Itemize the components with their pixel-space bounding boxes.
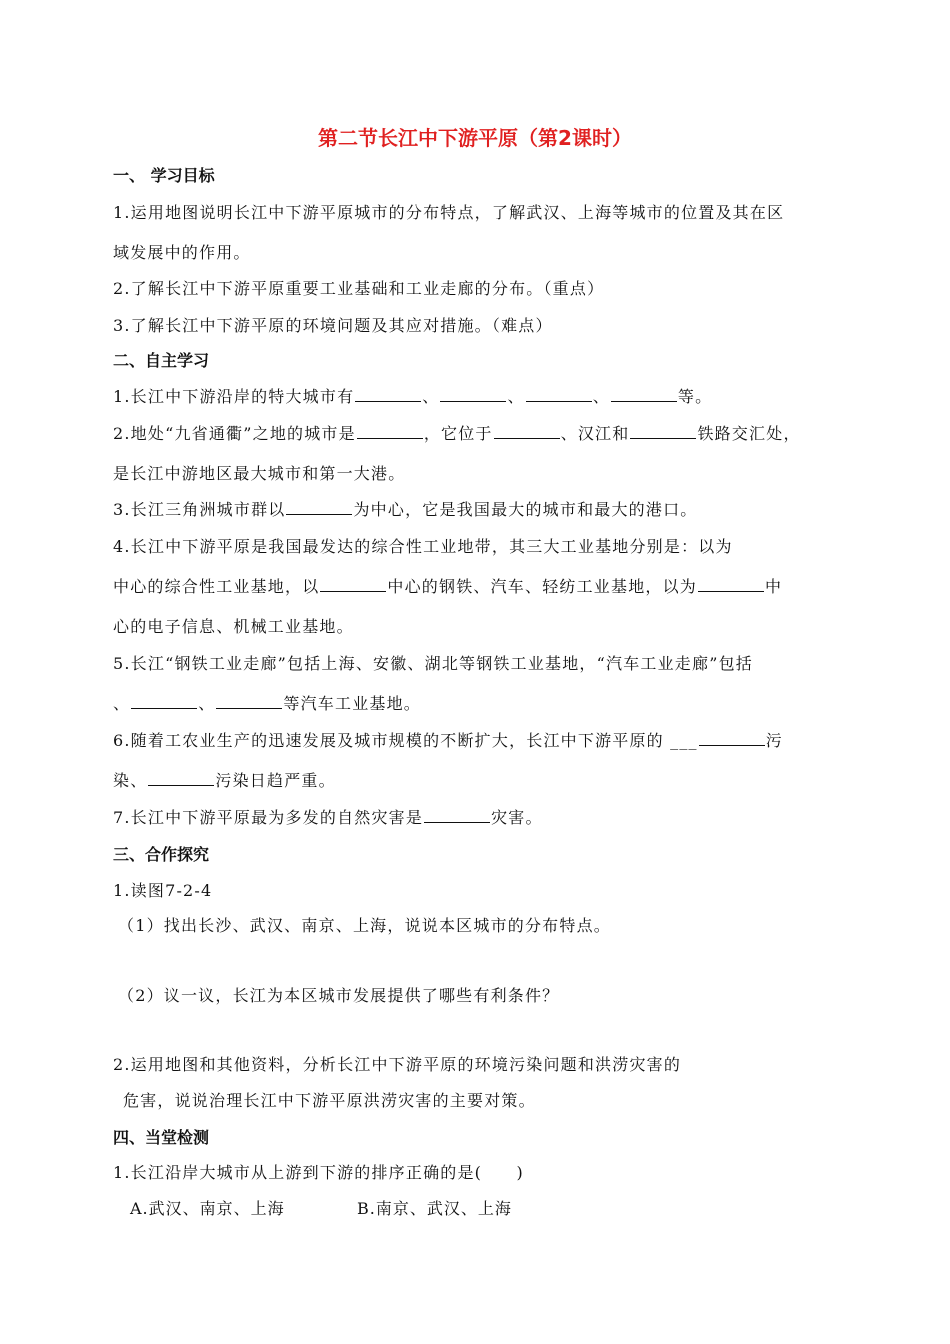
- separator: 、: [422, 387, 440, 406]
- separator: 、: [507, 387, 525, 406]
- blank: [131, 694, 197, 709]
- blank: [355, 387, 421, 402]
- goal-1-line-1: 1.运用地图说明长江中下游平原城市的分布特点，了解武汉、上海等城市的位置及其在区: [113, 203, 785, 222]
- text: 、汉江和: [560, 424, 630, 443]
- text: 中心的钢铁、汽车、轻纺工业基地，以为: [387, 577, 698, 596]
- self-question-4-line-2: [113, 574, 782, 597]
- text: 1.长江中下游沿岸的特大城市有: [113, 387, 355, 406]
- text: 铁路交汇处，: [697, 424, 801, 443]
- coop-question-1: 1.读图7-2-4: [113, 881, 213, 900]
- blank: [357, 424, 423, 439]
- coop-question-2-line-2: 危害，说说治理长江中下游平原洪涝灾害的主要对策。: [123, 1091, 536, 1110]
- option-a: A.武汉、南京、上海: [130, 1199, 285, 1218]
- text: ，它位于: [423, 424, 493, 443]
- blank: [320, 577, 386, 592]
- self-question-4-line-3: 心的电子信息、机械工业基地。: [113, 617, 354, 636]
- blank: [494, 424, 560, 439]
- goal-1-line-2: 域发展中的作用。: [113, 243, 251, 262]
- self-question-3: [113, 497, 697, 520]
- text: 中心的综合性工业基地，以: [113, 577, 320, 596]
- page-title: 第二节长江中下游平原（第2课时）: [318, 126, 632, 150]
- text: 3.长江三角洲城市群以: [113, 500, 286, 519]
- self-question-4-line-1: 4.长江中下游平原是我国最发达的综合性工业地带，其三大工业基地分别是：以为: [113, 537, 733, 556]
- text: 中: [765, 577, 783, 596]
- text: 7.长江中下游平原最为多发的自然灾害是: [113, 808, 424, 827]
- blank: [526, 387, 592, 402]
- text: 污: [765, 731, 783, 750]
- section-heading-cooperation: 三、合作探究: [113, 845, 210, 864]
- blank: [216, 694, 282, 709]
- text: 灾害。: [491, 808, 543, 827]
- coop-question-1-2: （2）议一议，长江为本区城市发展提供了哪些有利条件？: [118, 986, 560, 1005]
- blank: [630, 424, 696, 439]
- blank: [698, 577, 764, 592]
- check-question-1: 1.长江沿岸大城市从上游到下游的排序正确的是( ): [113, 1163, 524, 1182]
- blank: [148, 771, 214, 786]
- text: 、: [198, 694, 216, 713]
- goal-2: 2.了解长江中下游平原重要工业基础和工业走廊的分布。（重点）: [113, 279, 605, 298]
- self-question-2: [113, 421, 801, 444]
- blank: [440, 387, 506, 402]
- option-b: B.南京、武汉、上海: [357, 1199, 512, 1218]
- self-question-5-line-2: [113, 691, 421, 714]
- text: 染、: [113, 771, 148, 790]
- text: 等汽车工业基地。: [283, 694, 422, 713]
- self-question-7: [113, 805, 543, 828]
- self-question-6-line-1: [113, 728, 783, 751]
- blank: [699, 731, 765, 746]
- text: 为中心，它是我国最大的城市和最大的港口。: [353, 500, 698, 519]
- self-question-6-line-2: [113, 768, 336, 791]
- section-heading-goals: 一、 学习目标: [113, 166, 215, 185]
- coop-question-1-1: （1）找出长沙、武汉、南京、上海，说说本区城市的分布特点。: [118, 916, 611, 935]
- section-heading-self-study: 二、自主学习: [113, 351, 210, 370]
- self-question-2-line-2: 是长江中游地区最大城市和第一大港。: [113, 464, 406, 483]
- self-question-5-line-1: 5.长江“钢铁工业走廊”包括上海、安徽、湖北等钢铁工业基地，“汽车工业走廊”包括: [113, 654, 753, 673]
- text: 、: [113, 694, 131, 713]
- blank: [611, 387, 677, 402]
- separator: 、: [592, 387, 610, 406]
- text: 6.随着工农业生产的迅速发展及城市规模的不断扩大，长江中下游平原的 ___: [113, 731, 698, 750]
- section-heading-check: 四、当堂检测: [113, 1128, 210, 1147]
- blank: [286, 500, 352, 515]
- self-question-1: [113, 384, 712, 407]
- text: 等。: [677, 387, 713, 406]
- goal-3: 3.了解长江中下游平原的环境问题及其应对措施。（难点）: [113, 316, 553, 335]
- text: 2.地处“九省通衢”之地的城市是: [113, 424, 356, 443]
- coop-question-2-line-1: 2.运用地图和其他资料，分析长江中下游平原的环境污染问题和洪涝灾害的: [113, 1055, 682, 1074]
- text: 污染日趋严重。: [215, 771, 336, 790]
- blank: [424, 808, 490, 823]
